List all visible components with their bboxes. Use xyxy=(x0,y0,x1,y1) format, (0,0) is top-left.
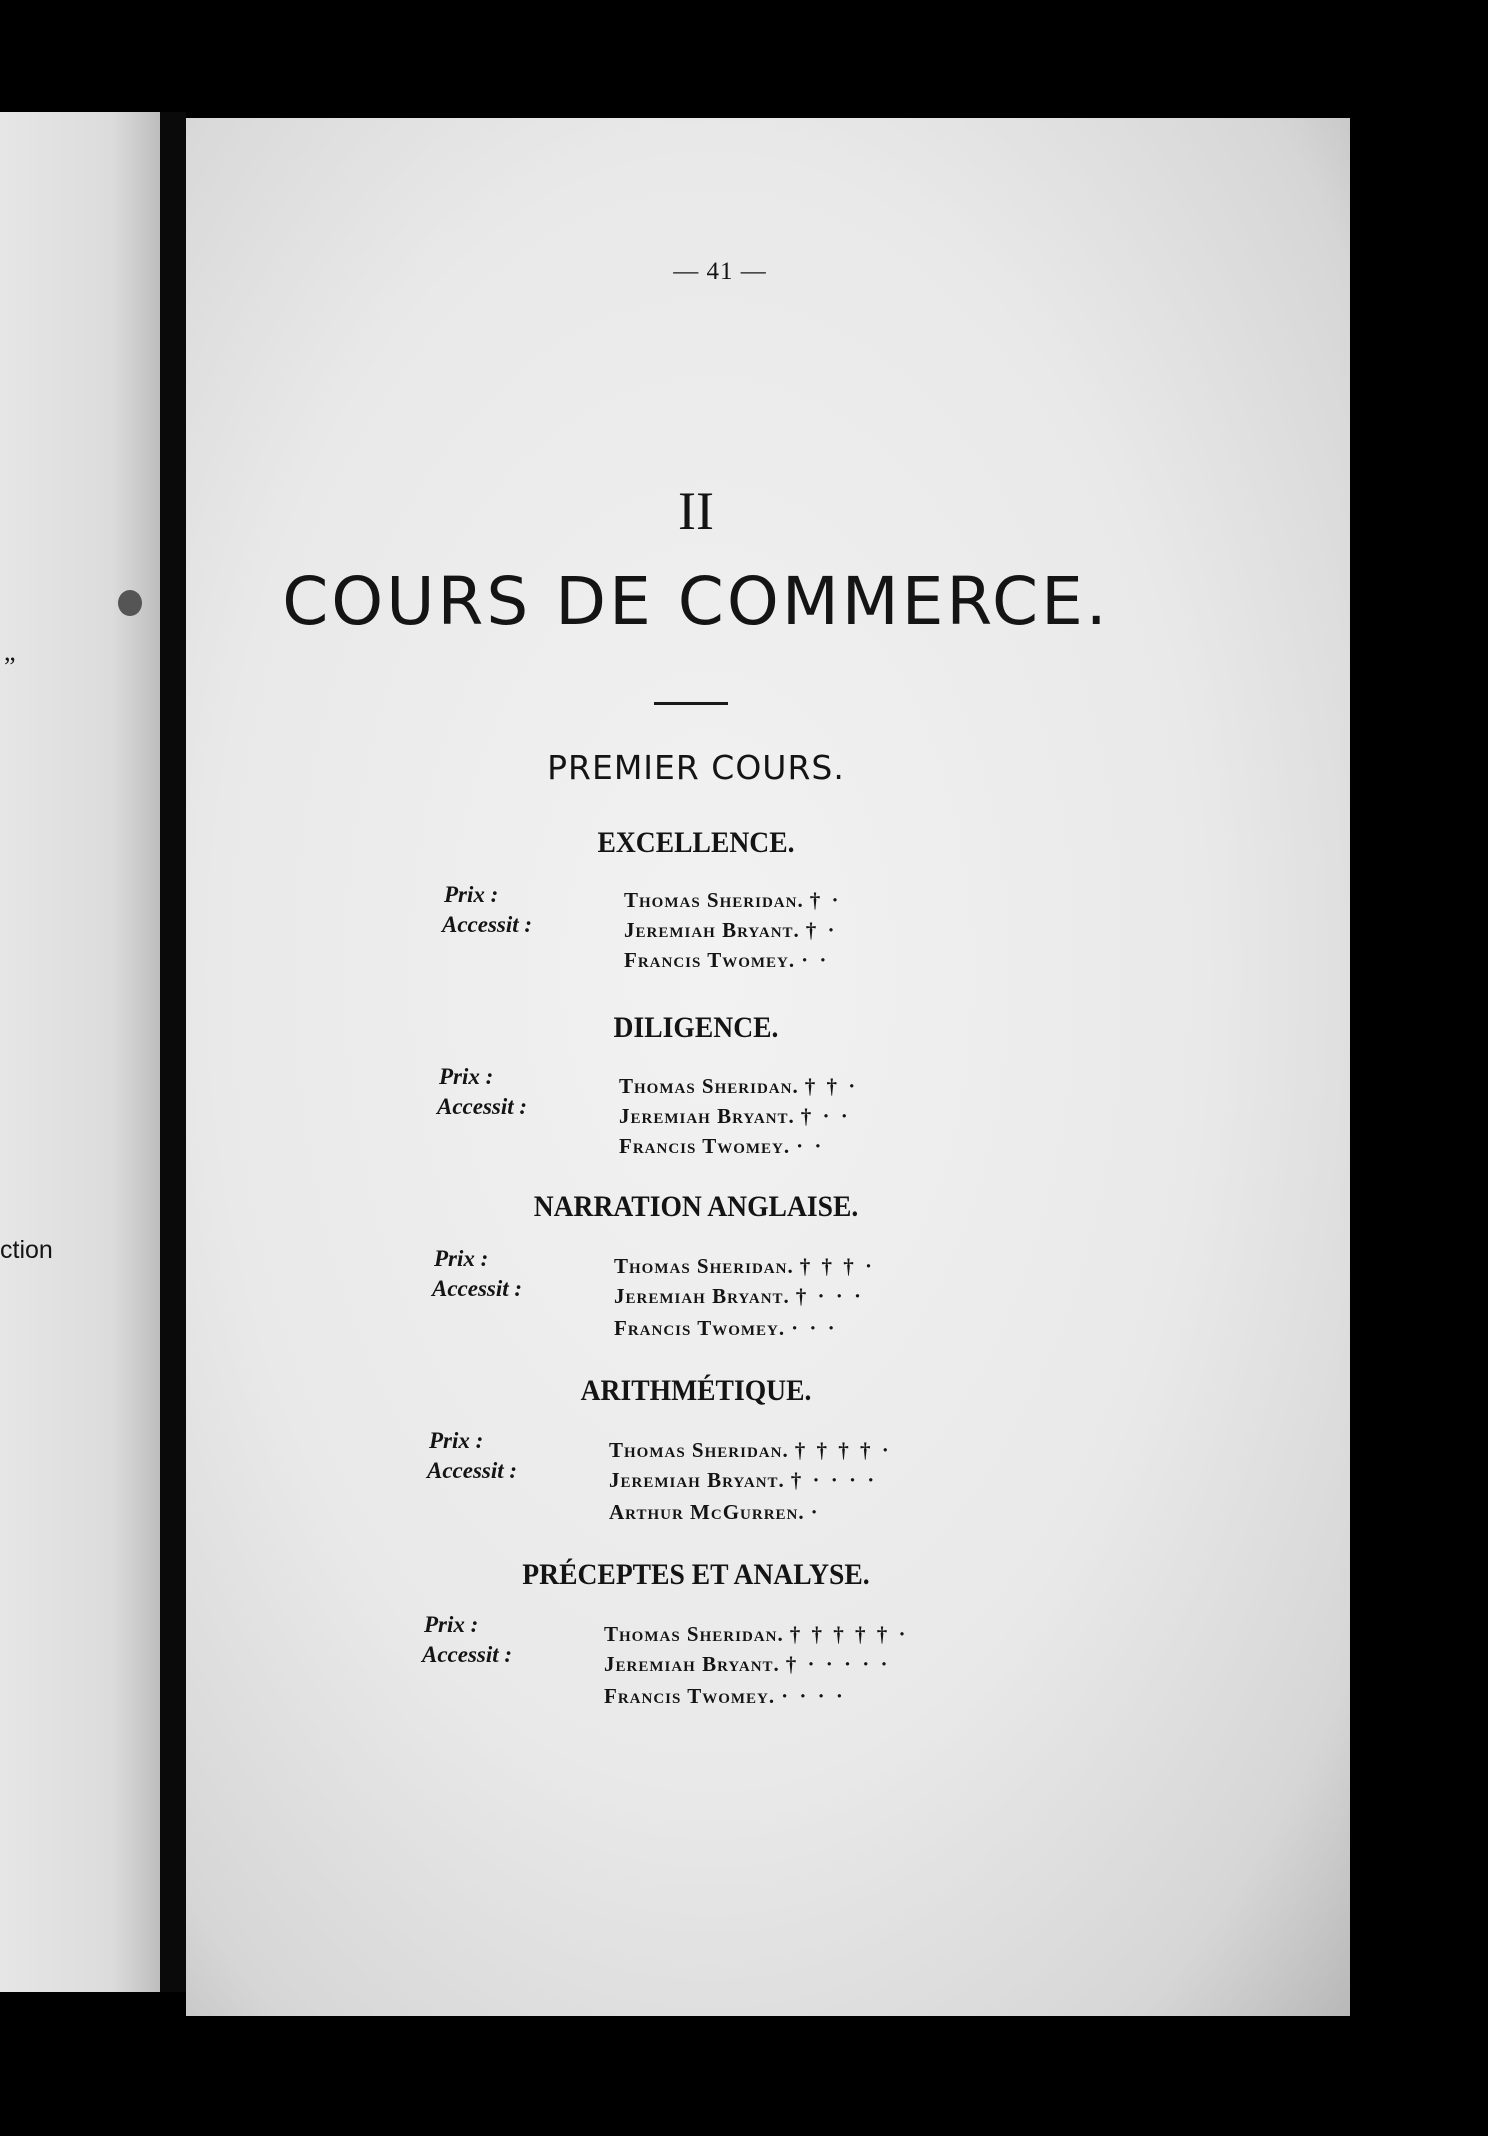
award-entry xyxy=(609,1468,877,1493)
merit-marks: † · xyxy=(809,888,842,912)
award-entry xyxy=(624,948,829,973)
student-name: Francis Twomey. xyxy=(619,1134,791,1158)
section-title: COURS DE COMMERCE. xyxy=(282,563,1110,640)
student-name: Jeremiah Bryant. xyxy=(619,1104,795,1128)
merit-marks: · · · xyxy=(791,1316,838,1340)
page-number: — 41 — xyxy=(673,258,767,285)
book-gutter xyxy=(160,112,186,1992)
student-name: Francis Twomey. xyxy=(624,948,796,972)
award-label-accessit: Accessit : xyxy=(422,1642,513,1667)
facing-page-word-fragment: ction xyxy=(0,1236,53,1264)
award-entry xyxy=(604,1622,908,1647)
merit-marks: † † † † † · xyxy=(789,1622,909,1646)
award-label-accessit: Accessit : xyxy=(437,1094,528,1119)
award-entry xyxy=(604,1684,846,1709)
ink-smudge xyxy=(118,590,142,616)
award-entry xyxy=(609,1438,892,1463)
section-numeral: II xyxy=(678,481,714,541)
subject-heading: DILIGENCE. xyxy=(613,1011,779,1044)
course-heading: PREMIER COURS. xyxy=(547,748,845,787)
award-entry xyxy=(609,1500,821,1525)
student-name: Francis Twomey. xyxy=(614,1316,786,1340)
award-label-accessit: Accessit : xyxy=(432,1276,523,1301)
merit-marks: † · · · · xyxy=(790,1468,878,1492)
merit-marks: † · · xyxy=(800,1104,851,1128)
merit-marks: · · · · xyxy=(781,1684,846,1708)
award-label-prix: Prix : xyxy=(444,882,499,907)
student-name: Thomas Sheridan. xyxy=(614,1254,794,1278)
merit-marks: · · xyxy=(796,1134,825,1158)
award-entry xyxy=(619,1074,858,1099)
award-entry xyxy=(614,1316,838,1341)
subject-heading: NARRATION ANGLAISE. xyxy=(533,1190,859,1223)
merit-marks: † · · · xyxy=(795,1284,865,1308)
merit-marks: † † † † · xyxy=(794,1438,892,1462)
award-label-accessit: Accessit : xyxy=(427,1458,518,1483)
award-label-prix: Prix : xyxy=(434,1246,489,1271)
award-label-prix: Prix : xyxy=(439,1064,494,1089)
page xyxy=(186,118,1350,2016)
student-name: Thomas Sheridan. xyxy=(609,1438,789,1462)
award-label-prix: Prix : xyxy=(429,1428,484,1453)
student-name: Francis Twomey. xyxy=(604,1684,776,1708)
student-name: Arthur McGurren. xyxy=(609,1500,805,1524)
student-name: Jeremiah Bryant. xyxy=(604,1652,780,1676)
student-name: Thomas Sheridan. xyxy=(619,1074,799,1098)
award-entry xyxy=(614,1254,875,1279)
subject-heading: EXCELLENCE. xyxy=(597,826,795,859)
merit-marks: · xyxy=(810,1500,821,1524)
merit-marks: · · xyxy=(801,948,830,972)
award-label-accessit: Accessit : xyxy=(442,912,533,937)
student-name: Thomas Sheridan. xyxy=(604,1622,784,1646)
merit-marks: † · xyxy=(805,918,838,942)
award-label-prix: Prix : xyxy=(424,1612,479,1637)
subject-heading: ARITHMÉTIQUE. xyxy=(580,1374,812,1407)
subject-heading: PRÉCEPTES ET ANALYSE. xyxy=(522,1558,870,1591)
facing-page-quote-mark: ” xyxy=(4,652,16,681)
award-entry xyxy=(619,1134,824,1159)
merit-marks: † † · xyxy=(804,1074,859,1098)
student-name: Jeremiah Bryant. xyxy=(624,918,800,942)
award-entry xyxy=(619,1104,851,1129)
award-entry xyxy=(604,1652,891,1677)
merit-marks: † · · · · · xyxy=(785,1652,891,1676)
student-name: Thomas Sheridan. xyxy=(624,888,804,912)
title-rule xyxy=(654,702,728,705)
award-entry xyxy=(614,1284,864,1309)
merit-marks: † † † · xyxy=(799,1254,875,1278)
student-name: Jeremiah Bryant. xyxy=(614,1284,790,1308)
award-entry xyxy=(624,888,841,913)
facing-page-fragment xyxy=(0,112,160,1992)
student-name: Jeremiah Bryant. xyxy=(609,1468,785,1492)
award-entry xyxy=(624,918,838,943)
